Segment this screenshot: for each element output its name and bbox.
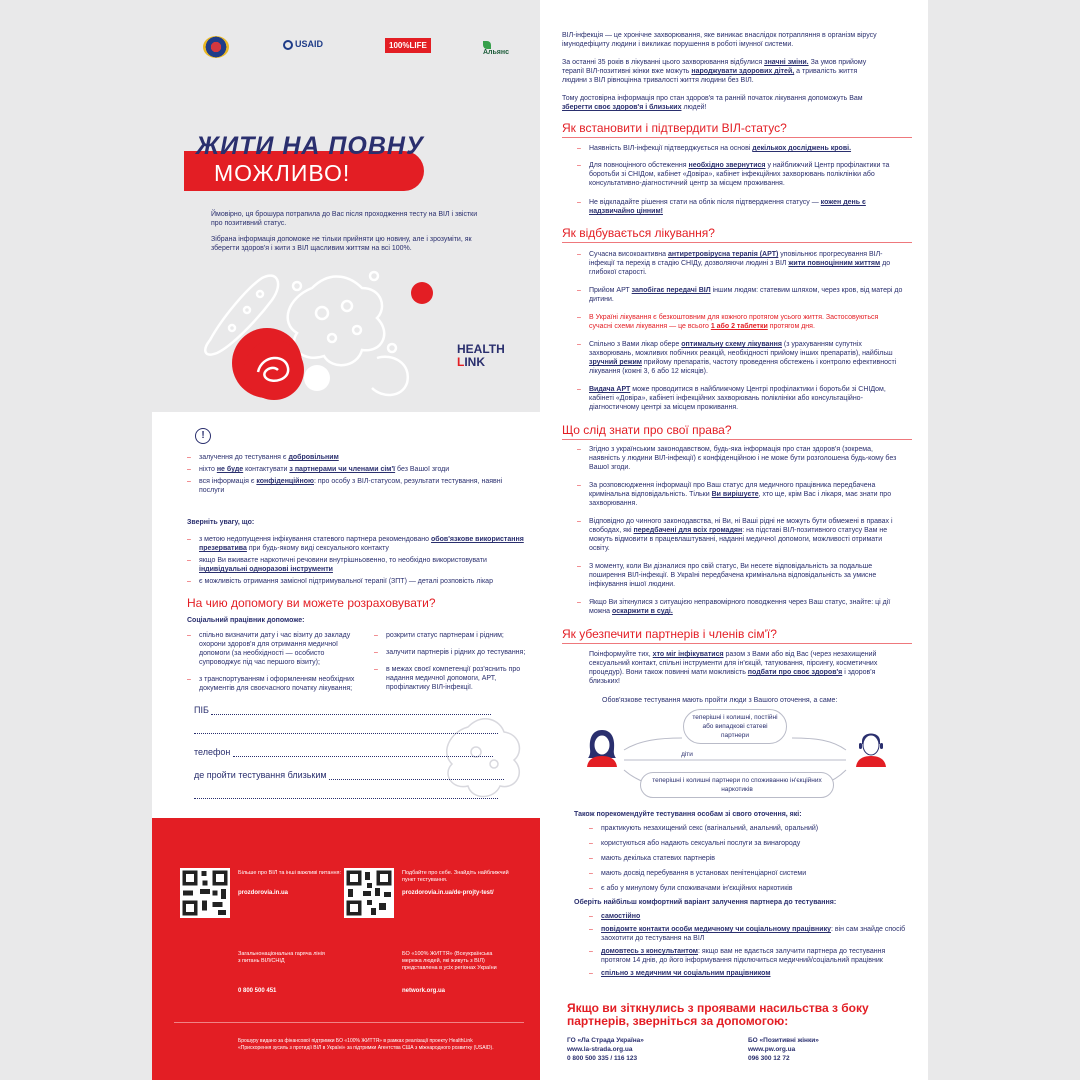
list-item: – Видача АРТ може проводитися в найближчому Центрі профілактики і боротьби зі СНІДом, кабінеті «Довіра», кабінеті інфекційних захворювань поліклініки або консультаційно-діагностичному центрі за місцем проживання. xyxy=(577,385,903,412)
bubble-injection-partners: теперішні і колишні партнери по споживанню ін'єкційних наркотиків xyxy=(640,772,834,798)
disclaimer: Брошуру видано за фінансової підтримки БО «100% ЖИТТЯ» в рамках реалізації проекту HealthLink «Прискорення зусиль з протидії ВІЛ в Україні» за підтримки Агентства США з міжнародного розвитку (USAID). xyxy=(238,1038,494,1051)
logo-bar xyxy=(177,36,515,58)
list-item: – Наявність ВІЛ-інфекції підтверджується на основі декількох досліджень крові. xyxy=(577,144,903,153)
list-item: – повідомте контакти особи медичному чи соціальному працівнику: він сам знайде спосіб заохотити до тестування на ВІЛ xyxy=(589,925,907,943)
list-item: – Згідно з українським законодавством, будь-яка інформація про стан здоров'я (зокрема, наявність у людини ВІЛ-інфекції) є конфіденційною і не може бути розголошена будь-кому без Вашої згоди. xyxy=(577,445,903,472)
hotline-phone[interactable]: 0 800 500 451 xyxy=(238,988,277,994)
cover xyxy=(152,0,540,412)
positive-women-contact xyxy=(748,1036,819,1063)
list-item: – з метою недопущення інфікування статевого партнера рекомендовано обов'язкове використання презерватива при будь-якому виді сексуального контакту xyxy=(187,535,527,553)
list-item: – вся інформація є конфіденційною: про особу з ВІЛ-статусом, результати тестування, наявні послуги xyxy=(187,477,507,495)
help-column-2 xyxy=(374,631,534,695)
list-item: – ніхто не буде контактувати з партнерами чи членами сім'ї без Вашої згоди xyxy=(187,465,507,474)
org-phone[interactable]: 0 800 500 335 / 116 123 xyxy=(567,1055,638,1062)
list-item: – З моменту, коли Ви дізналися про свій статус, Ви несете відповідальність за подальше поширення ВІЛ-інфекції. В Україні передбачена кримінальна відповідальність за умисне інфікування іншої людини. xyxy=(577,562,903,589)
list-item: – Спільно з Вами лікар обере оптимальну схему лікування (з урахуванням супутніх захворювань, можливих побічних реакцій, необхідності прийому інших препаратів), найбільш зручний режим прийому препаратів, частоту проведення обстежень і контролю ефективності лікування (кожні 3, 6 або 12 місяців). xyxy=(577,340,903,376)
choose-title: Оберіть найбільш комфортний варіант залучення партнера до тестування: xyxy=(574,899,837,906)
cover-paragraph-1: Ймовірно, ця брошура потрапила до Вас після проходження тесту на ВІЛ і звістки про позитивний статус. xyxy=(211,211,478,227)
healthlink-logo xyxy=(457,343,517,369)
section-divider xyxy=(562,137,912,138)
list-item: – В Україні лікування є безкоштовним для кожного протягом усього життя. Застосовуються сучасні схеми лікування — це всього 1 або 2 таблетки протягом дня. xyxy=(577,313,903,331)
status-list xyxy=(577,144,903,216)
list-item: – За розповсюдження інформації про Ваш статус для медичного працівника передбачена кримінальна відповідальність. Тільки Ви вирішуєте, хто ще, крім Вас і лікаря, має знати про захворювання. xyxy=(577,481,903,508)
phone-field[interactable] xyxy=(194,747,493,757)
partners-title: Як убезпечити партнерів і членів сім'ї? xyxy=(562,627,777,641)
list-item: – спільно визначити дату і час візиту до закладу охорони здоров'я для отримання медичної допомоги (за необхідності — особисто супроводжує під час першого візиту); xyxy=(187,631,362,667)
qr-code-icon[interactable] xyxy=(344,868,394,918)
list-item: – самостійно xyxy=(589,912,907,921)
leaf-icon xyxy=(483,41,491,49)
list-item: – практикують незахищений секс (вагінальний, анальний, оральний) xyxy=(589,824,899,833)
list-item: – спільно з медичним чи соціальним працівником xyxy=(589,969,907,978)
list-item: – з транспортуванням і оформленням необхідних документів для своєчасного початку лікування; xyxy=(187,675,362,693)
man-avatar-icon xyxy=(853,727,889,767)
network-link[interactable]: network.org.ua xyxy=(402,988,446,994)
list-item: – Не відкладайте рішення стати на облік після підтвердження статусу — кожен день є надзвичайно цінним! xyxy=(577,198,903,216)
section-divider xyxy=(562,643,912,644)
cover-paragraph-2: Зібрана інформація допоможе не тільки прийняти цю новину, але і зрозуміти, як зберегти здоров'я і жити з ВІЛ щасливим життям на всі 100%. xyxy=(211,236,472,252)
violence-callout: Якщо ви зіткнулись з проявами насильства з боку партнерів, зверніться за допомогою: xyxy=(567,1001,869,1028)
org-phone[interactable]: 096 300 12 72 xyxy=(748,1055,790,1062)
treatment-list xyxy=(577,250,903,412)
qr1-text: Більше про ВІЛ та інші важливі питання: xyxy=(238,870,342,876)
section-divider xyxy=(562,439,912,440)
testing-place-label: де пройти тестування близьким xyxy=(194,770,327,780)
bubble-sex-partners: теперішні і колишні, постійні або випадкові статеві партнери xyxy=(683,709,787,744)
list-item: – є можливість отримання замісної підтримувальної терапії (ЗПТ) — деталі розповість лікар xyxy=(187,577,527,586)
footer-divider xyxy=(174,1022,524,1023)
org-name: БО «Позитивні жінки» xyxy=(748,1037,819,1044)
healthlink-word-2: LINK xyxy=(457,355,486,369)
list-item: – в межах своєї компетенції роз'яснить про надання медичної допомоги, АРТ, профілактику ВІЛ-інфекції. xyxy=(374,665,534,692)
list-item: – Якщо Ви зіткнулися з ситуацією неправомірного поводження через Ваш статус, знайте: ці дії можна оскаржити в суді. xyxy=(577,598,903,616)
list-item: – мають декілька статевих партнерів xyxy=(589,854,899,863)
notice-list xyxy=(187,453,507,498)
partners-p2: Обов'язкове тестування мають пройти люди з Вашого оточення, а саме: xyxy=(602,697,838,704)
virus-illustration xyxy=(192,258,452,408)
healthlink-word-1: HEALTH xyxy=(457,342,505,356)
rights-title: Що слід знати про свої права? xyxy=(562,423,732,437)
list-item: – користуються або надають сексуальні послуги за винагороду xyxy=(589,839,899,848)
list-item: – залучення до тестування є добровільним xyxy=(187,453,507,462)
intro-p1: ВІЛ-інфекція — це хронічне захворювання, яке виникає внаслідок потрапляння в організм вірусу імунодефіциту людини і викликає порушення в роботі імунної системи. xyxy=(562,32,877,48)
partners-p1: Поінформуйте тих, хто міг інфікуватися разом з Вами або від Вас (через незахищений сексуальний контакт, спільні інструменти для ін'єкцій, татуювання, пірсингу, косметичних процедур). Вони також повинні мати можливість подбати про своє здоров'я і здоров'я близьких! xyxy=(589,651,878,685)
name-label: ПІБ xyxy=(194,705,209,715)
network-text: БО «100% ЖИТТЯ» (Всеукраїнська мережа людей, які живуть з ВІЛ) представлена в усіх регіонах України xyxy=(402,951,497,971)
headline-line-2: МОЖЛИВО! xyxy=(214,160,351,186)
org-site[interactable]: www.pw.org.ua xyxy=(748,1046,796,1053)
phone-label: телефон xyxy=(194,747,231,757)
usaid-seal-icon xyxy=(283,40,293,50)
woman-avatar-icon xyxy=(584,727,620,767)
section-divider xyxy=(562,242,912,243)
la-strada-contact xyxy=(567,1036,644,1063)
list-item: – Відповідно до чинного законодавства, ні Ви, ні Ваші рідні не можуть бути обмежені в правах і свободах, які передбачені для всіх громадян: на підставі ВІЛ-позитивного статусу Вам не можуть відмовити в працевлаштуванні, наданні медичної допомоги, можливості отримати освіту. xyxy=(577,517,903,553)
attention-title: Зверніть увагу, що: xyxy=(187,519,255,526)
exclamation-icon: ! xyxy=(195,428,211,444)
help-column-1 xyxy=(187,631,362,696)
list-item: – домовтесь з консультантом: якщо вам не вдається залучити партнера до тестування протягом 14 днів, до його інформування підключиться медичний/соціальний працівник xyxy=(589,947,907,965)
help-title: На чию допомогу ви можете розраховувати? xyxy=(187,596,436,610)
intro-p3: Тому достовірна інформація про стан здоров'я та ранній початок лікування допоможуть Вам зберегти своє здоров'я і близьких людей! xyxy=(562,95,863,111)
list-item: – мають досвід перебування в установах пенітенціарної системи xyxy=(589,869,899,878)
qr-code-icon[interactable] xyxy=(180,868,230,918)
testing-place-field[interactable] xyxy=(194,770,504,780)
name-field[interactable] xyxy=(194,705,491,715)
list-item: – Сучасна високоактивна антиретровірусна терапія (АРТ) уповільнює прогресування ВІЛ-інфекції та перехід в стадію СНІДу, дозволяючи людині з ВІЛ жити повноцінним життям до глибокої старості. xyxy=(577,250,903,277)
headline-line-1: ЖИТИ НА ПОВНУ xyxy=(196,132,424,160)
list-item: – розкрити статус партнерам і рідним; xyxy=(374,631,534,640)
status-title: Як встановити і підтвердити ВІЛ-статус? xyxy=(562,121,787,135)
pepfar-seal-icon xyxy=(203,36,229,58)
intro-p2: За останні 35 років в лікуванні цього захворювання відбулися значні зміни. За умов прийому терапії ВІЛ-позитивні жінки вже можуть народжувати здорових дітей, а тривалість життя людини з ВІЛ рівноцінна тривалості життя людини без ВІЛ. xyxy=(562,59,867,84)
qr2-link[interactable]: prozdorovia.in.ua/de-projty-test/ xyxy=(402,890,494,896)
attention-list xyxy=(187,535,527,589)
alliance-logo: Альянс xyxy=(483,41,515,56)
qr1-link[interactable]: prozdorovia.in.ua xyxy=(238,890,289,896)
org-name: ГО «Ла Страда Україна» xyxy=(567,1037,644,1044)
org-site[interactable]: www.la-strada.org.ua xyxy=(567,1046,633,1053)
list-item: – Для повноцінного обстеження необхідно звернутися у найближчий Центр профілактики та боротьби зі СНІДом, кабінет «Довіра», кабінет інфекційних захворювань поліклініки або консультативно-діагностичний центр за місцем проживання. xyxy=(577,161,903,188)
list-item: – залучити партнерів і рідних до тестування; xyxy=(374,648,534,657)
100-life-logo: 100%LIFE xyxy=(385,38,431,53)
list-item: – якщо Ви вживаєте наркотичні речовини внутрішньовенно, то необхідно використовувати індивідуальні одноразові інструменти xyxy=(187,556,527,574)
social-worker-title: Соціальний працівник допоможе: xyxy=(187,617,305,624)
bubble-children: діти xyxy=(672,750,702,759)
form-extra-line[interactable] xyxy=(194,724,498,734)
choose-list xyxy=(589,912,907,978)
also-title: Також порекомендуйте тестування особам зі свого оточення, які: xyxy=(574,811,802,818)
usaid-logo: USAID xyxy=(283,39,323,50)
form-extra-line[interactable] xyxy=(194,789,498,799)
left-panel xyxy=(152,0,540,1080)
hotline-text: Загальнонаціональна гаряча лінія з питань ВІЛ/СНІД xyxy=(238,951,325,964)
also-list xyxy=(589,824,899,893)
treatment-title: Як відбувається лікування? xyxy=(562,226,715,240)
list-item: – є або у минулому були споживачами ін'єкційних наркотиків xyxy=(589,884,899,893)
qr2-text: Подбайте про себе. Знайдіть найближчий пункт тестування. xyxy=(402,870,509,883)
right-panel xyxy=(540,0,928,1080)
rights-list xyxy=(577,445,903,616)
list-item: – Прийом АРТ запобігає передачі ВІЛ іншим людям: статевим шляхом, через кров, від матері до дитини. xyxy=(577,286,903,304)
